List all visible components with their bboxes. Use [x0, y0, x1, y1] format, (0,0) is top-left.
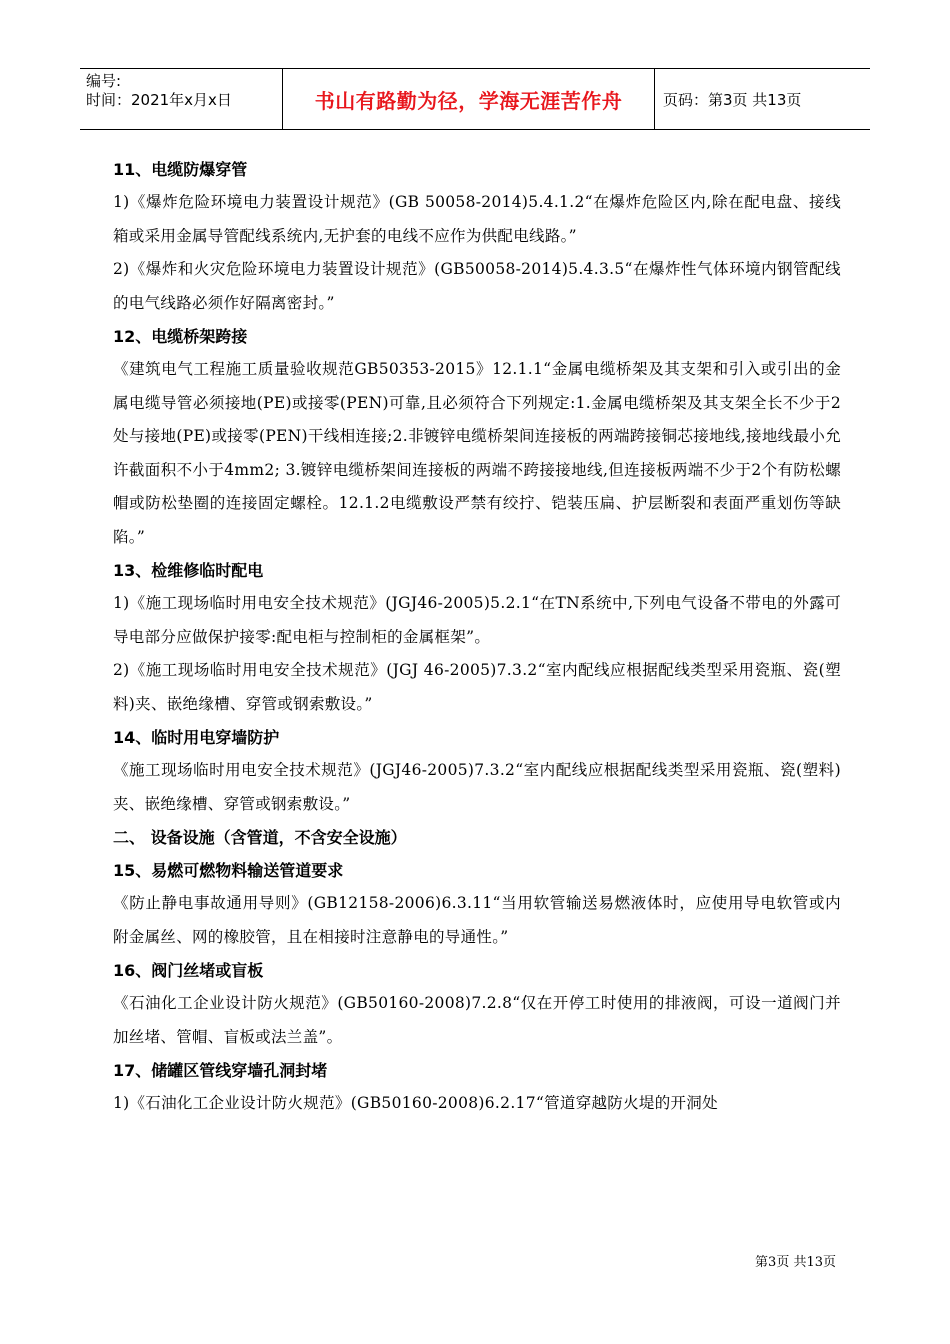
paragraph: 2)《爆炸和火灾危险环境电力装置设计规范》(GB50058-2014)5.4.3.5“在爆炸性气体环境内钢管配线的电气线路必须作好隔离密封。” [113, 260, 841, 312]
header-page-code: 页码：第3页 共13页 [663, 90, 802, 109]
paragraph: 1)《爆炸危险环境电力装置设计规范》(GB 50058-2014)5.4.1.2“在爆炸危险区内,除在配电盘、接线箱或采用金属导管配线系统内,无护套的电线不应作为供配电线路。” [113, 193, 841, 245]
paragraph: 1)《石油化工企业设计防火规范》(GB50160-2008)6.2.17“管道穿越防火堤的开洞处 [113, 1094, 718, 1112]
page-header [80, 68, 870, 130]
paragraph: 《建筑电气工程施工质量验收规范GB50353-2015》12.1.1“金属电缆桥架及其支架和引入或引出的金属电缆导管必须接地(PE)或接零(PEN)可靠,且必须符合下列规定:1.金属电缆桥架及其支架全长不少于2处与接地(PE)或接零(PEN)干线相连接;2.非镀锌电缆桥架间连接板的两端跨接铜芯接地线,接地线最小允许截面积不小于4mm2; 3.镀锌电缆桥架间连接板的两端不跨接接地线,但连接板两端不少于2个有防松螺帽或防松垫圈的连接固定螺栓。12.1.2电缆敷设严禁有绞拧、铠装压扁、护层断裂和表面严重划伤等缺陷。” [113, 360, 841, 546]
serial-label: 编号: [86, 72, 122, 90]
chapter-heading: 二、 设备设施（含管道，不含安全设施） [113, 828, 407, 847]
paragraph: 《施工现场临时用电安全技术规范》(JGJ46-2005)7.3.2“室内配线应根据配线类型采用瓷瓶、瓷(塑料)夹、嵌绝缘槽、穿管或钢索敷设。” [113, 761, 841, 813]
time-label: 时间：2021年x月x日 [86, 91, 232, 109]
paragraph: 2)《施工现场临时用电安全技术规范》(JGJ 46-2005)7.3.2“室内配线应根据配线类型采用瓷瓶、瓷(塑料)夹、嵌绝缘槽、穿管或钢索敷设。” [113, 661, 841, 713]
page-footer: 第3页 共13页 [755, 1255, 836, 1270]
paragraph: 《石油化工企业设计防火规范》(GB50160-2008)7.2.8“仅在开停工时使用的排液阀，可设一道阀门并加丝堵、管帽、盲板或法兰盖”。 [113, 994, 841, 1046]
document-body [113, 153, 841, 1121]
section-heading: 12、电缆桥架跨接 [113, 327, 248, 346]
paragraph: 《防止静电事故通用导则》(GB12158-2006)6.3.11“当用软管输送易燃液体时，应使用导电软管或内附金属丝、网的橡胶管，且在相接时注意静电的导通性。” [113, 894, 841, 946]
paragraph: 1)《施工现场临时用电安全技术规范》(JGJ46-2005)5.2.1“在TN系统中,下列电气设备不带电的外露可导电部分应做保护接零:配电柜与控制柜的金属框架”。 [113, 594, 841, 646]
section-heading: 15、易燃可燃物料输送管道要求 [113, 861, 344, 880]
section-heading: 14、临时用电穿墙防护 [113, 728, 280, 747]
header-motto: 书山有路勤为径，学海无涯苦作舟 [282, 69, 655, 129]
section-heading: 16、阀门丝堵或盲板 [113, 961, 264, 980]
header-meta [80, 69, 282, 129]
section-heading: 13、检维修临时配电 [113, 561, 264, 580]
section-heading: 11、电缆防爆穿管 [113, 160, 248, 179]
section-heading: 17、储罐区管线穿墙孔洞封堵 [113, 1061, 328, 1080]
